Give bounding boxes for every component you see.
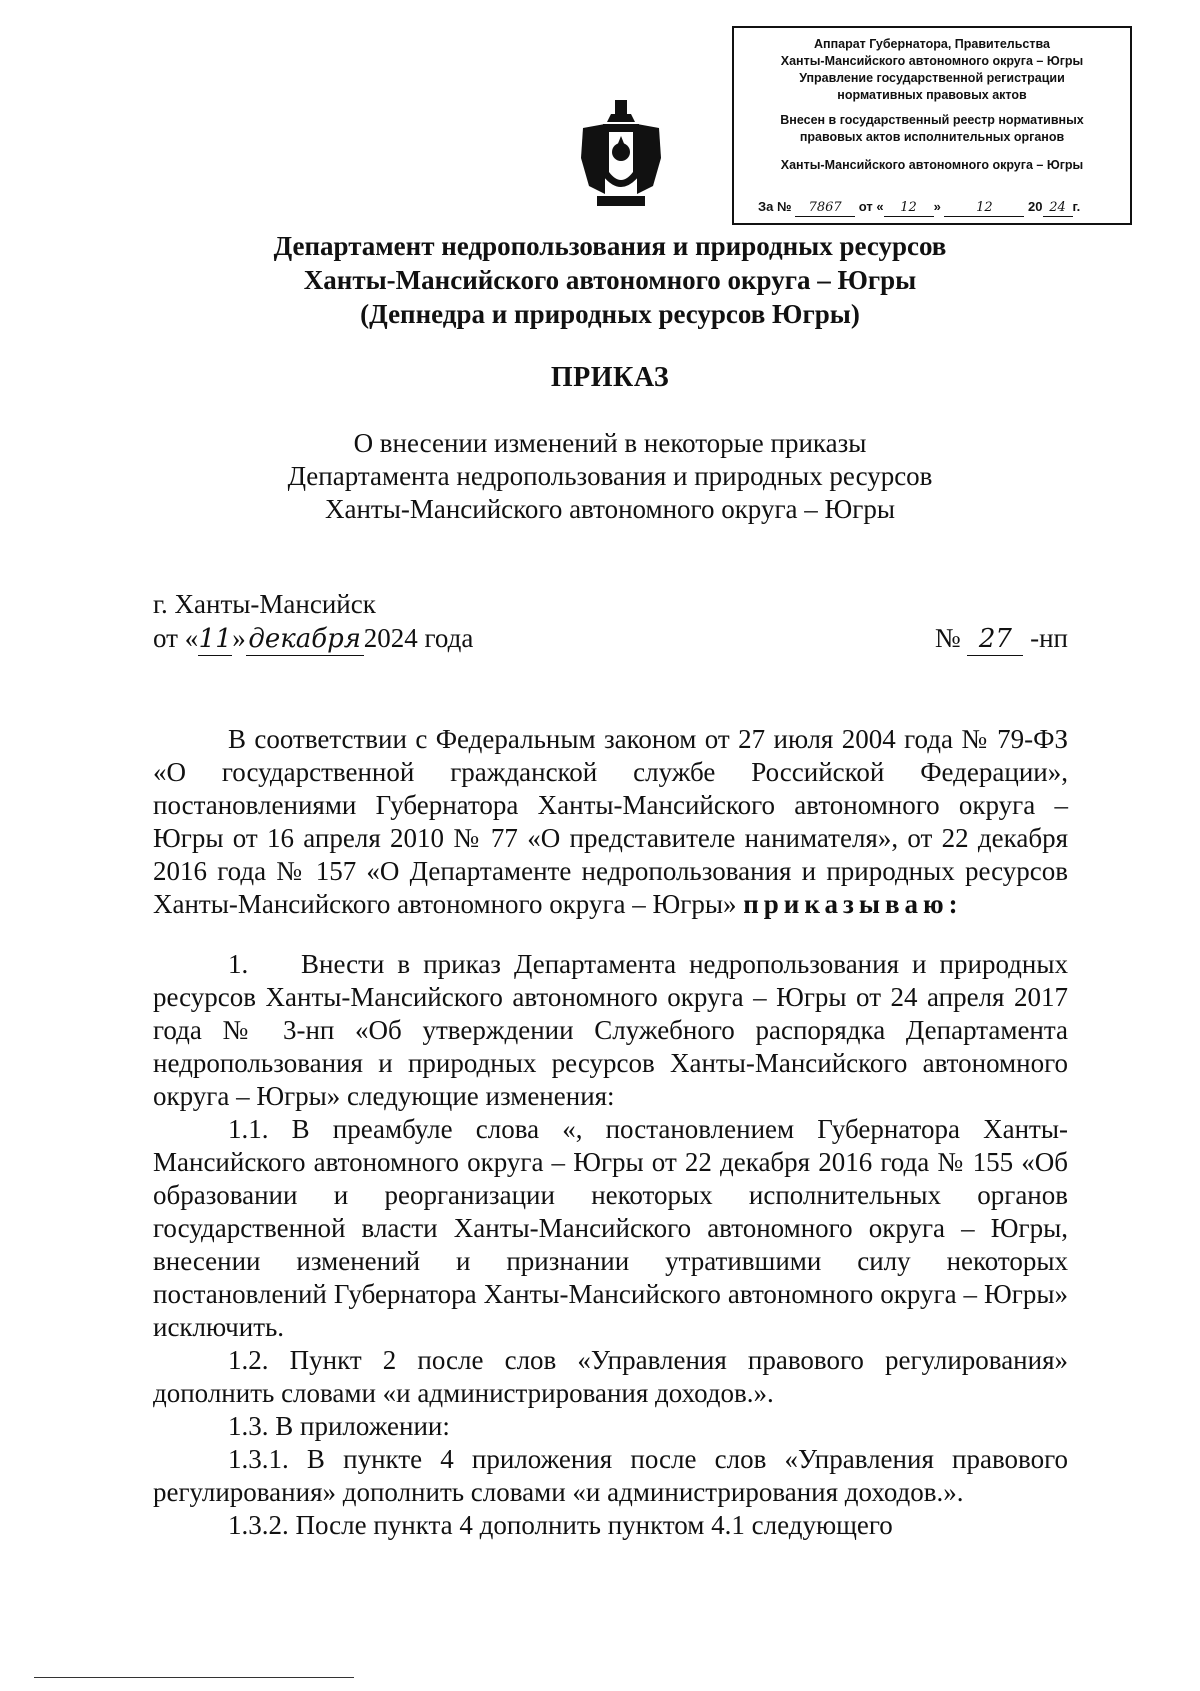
date-prefix: от « bbox=[153, 623, 199, 653]
stamp-day: 12 bbox=[884, 199, 934, 217]
order-subject bbox=[0, 427, 1200, 526]
number-value: 27 bbox=[967, 623, 1023, 656]
item-1-3-1: 1.3.1. В пункте 4 приложения после слов «Управления правового регулирования» дополнить словами «и администрирования доходов.». bbox=[153, 1444, 1068, 1507]
preamble-paragraph bbox=[153, 723, 1068, 921]
stamp-reg-number: 7867 bbox=[795, 199, 855, 217]
date-month: декабря bbox=[246, 623, 364, 656]
date-day: 11 bbox=[198, 624, 232, 654]
stamp-day-close: » bbox=[933, 199, 941, 214]
stamp-region: Ханты-Мансийского автономного округа – Югры bbox=[780, 158, 1084, 172]
subject-line: Ханты-Мансийского автономного округа – Югры bbox=[325, 494, 895, 524]
stamp-year-end: г. bbox=[1072, 199, 1081, 214]
stamp-line: Ханты-Мансийского автономного округа – Югры bbox=[780, 54, 1084, 68]
coat-of-arms-icon bbox=[575, 98, 667, 210]
stamp-authority bbox=[734, 28, 1130, 104]
subject-line: Департамента недропользования и природных ресурсов bbox=[287, 461, 933, 491]
item-1-2: 1.2. Пункт 2 после слов «Управления правового регулирования» дополнить словами «и администрирования доходов.». bbox=[153, 1345, 1068, 1408]
subject-line: О внесении изменений в некоторые приказы bbox=[353, 428, 867, 458]
order-word: приказываю: bbox=[743, 889, 963, 919]
item-1-number: 1. bbox=[228, 949, 249, 979]
department-line: (Депнедра и природных ресурсов Югры) bbox=[360, 299, 860, 329]
item-1-3: 1.3. В приложении: bbox=[228, 1411, 450, 1441]
stamp-no-label: За № bbox=[758, 199, 792, 214]
stamp-registry bbox=[734, 112, 1130, 146]
item-1 bbox=[153, 948, 1068, 1113]
city: г. Ханты-Мансийск bbox=[153, 589, 376, 619]
order-body bbox=[153, 723, 1068, 1542]
department-line: Департамент недропользования и природных ресурсов bbox=[273, 231, 947, 261]
registration-stamp bbox=[732, 26, 1132, 225]
order-number bbox=[935, 622, 1068, 656]
stamp-line: Внесен в государственный реестр нормативных bbox=[780, 113, 1084, 127]
stamp-line: нормативных правовых актов bbox=[837, 88, 1027, 102]
number-suffix: -нп bbox=[1030, 623, 1068, 653]
order-date bbox=[153, 622, 473, 656]
date-year: 2024 года bbox=[363, 623, 474, 653]
preamble-text: В соответствии с Федеральным законом от 27 июля 2004 года № 79-ФЗ «О государственной гражданской службе Российской Федерации», постановлениями Губернатора Ханты-Мансийского автономного округа – Югры от 16 апреля 2010 № 77 «О представителе нанимателя», от 22 декабря 2016 года № 157 «О Департаменте недропользования и природных ресурсов Ханты-Мансийского автономного округа – Югры» bbox=[153, 724, 1068, 919]
item-1-3-2: 1.3.2. После пункта 4 дополнить пунктом 4.1 следующего bbox=[228, 1510, 893, 1540]
stamp-line: Аппарат Губернатора, Правительства bbox=[814, 37, 1050, 51]
date-day-close: » bbox=[232, 623, 246, 653]
item-1-text: Внести в приказ Департамента недропользования и природных ресурсов Ханты-Мансийского автономного округа – Югры от 24 апреля 2017 года № 3-нп «Об утверждении Служебного распорядка Департамента недропользования и природных ресурсов Ханты-Мансийского автономного округа – Югры» следующие изменения: bbox=[153, 949, 1068, 1111]
stamp-line: правовых актов исполнительных органов bbox=[799, 130, 1065, 144]
stamp-year-suffix: 24 bbox=[1043, 199, 1073, 217]
footer-divider bbox=[34, 1677, 354, 1678]
order-title: ПРИКАЗ bbox=[550, 362, 670, 393]
department-line: Ханты-Мансийского автономного округа – Югры bbox=[303, 265, 917, 295]
stamp-line: Управление государственной регистрации bbox=[799, 71, 1065, 85]
number-prefix: № bbox=[934, 623, 961, 653]
stamp-month: 12 bbox=[944, 199, 1024, 217]
stamp-year-prefix: 20 bbox=[1028, 199, 1043, 214]
stamp-registration-number bbox=[758, 198, 1122, 217]
department-name bbox=[0, 229, 1200, 331]
item-1-1: 1.1. В преамбуле слова «, постановлением Губернатора Ханты-Мансийского автономного округа – Югры от 22 декабря 2016 года № 155 «Об образовании и реорганизации некоторых исполнительных органов государственной власти Ханты-Мансийского автономного округа – Югры, внесении изменений и признании утратившими силу некоторых постановлений Губернатора Ханты-Мансийского автономного округа – Югры» исключить. bbox=[153, 1114, 1068, 1342]
stamp-from-label: от « bbox=[858, 199, 884, 214]
